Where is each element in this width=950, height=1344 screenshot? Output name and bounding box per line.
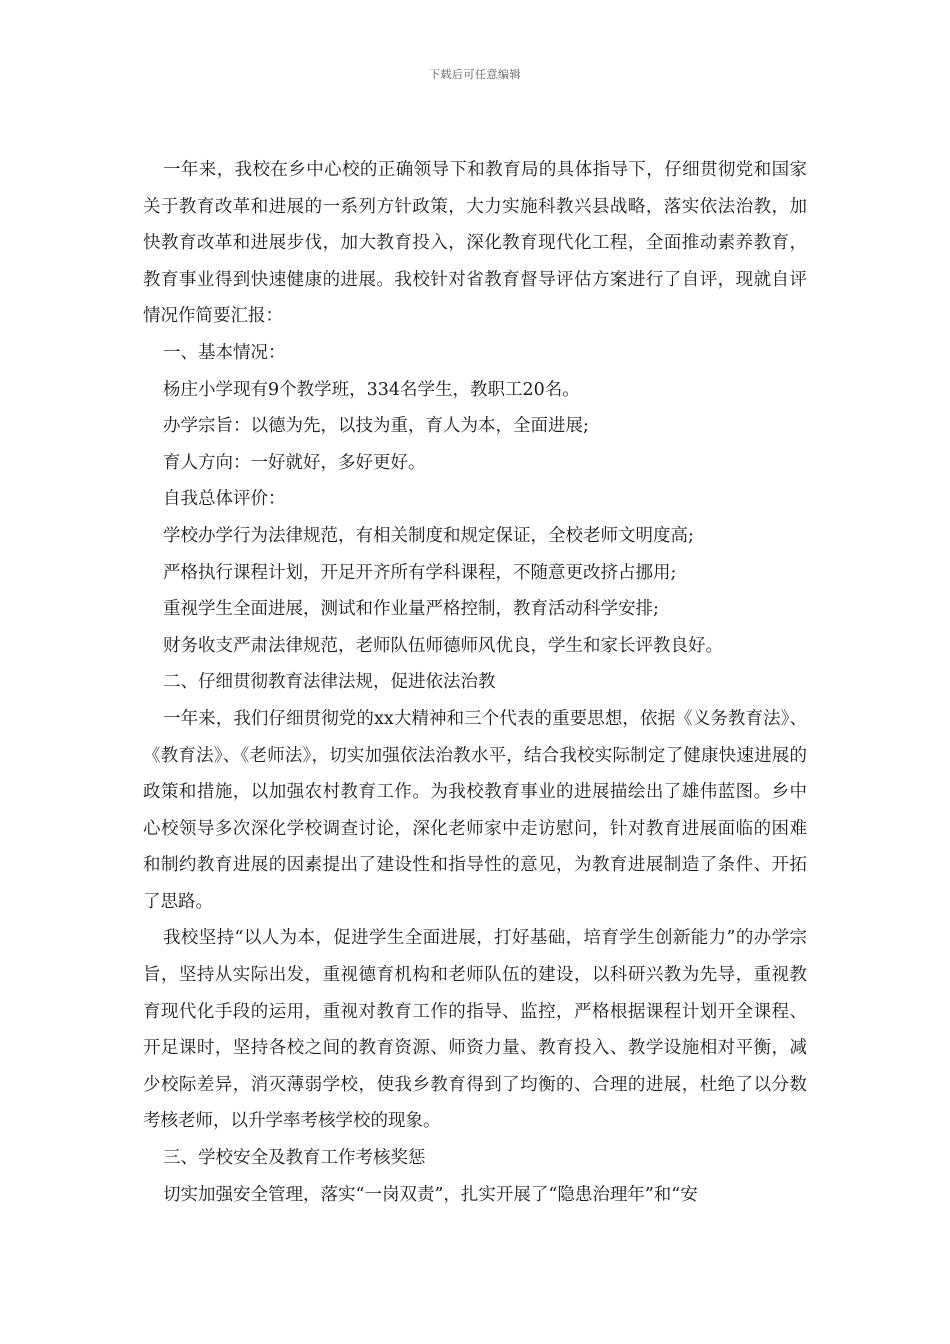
- evaluation-item-3: 重视学生全面进展，测试和作业量严格控制，教育活动科学安排;: [163, 599, 659, 620]
- section-heading-safety: 三、学校安全及教育工作考核奖惩: [163, 1148, 426, 1169]
- evaluation-item-1: 学校办学行为法律规范，有相关制度和规定保证，全校老师文明度高;: [163, 525, 694, 546]
- safety-paragraph: 切实加强安全管理，落实“一岗双责”，扎实开展了“隐患治理年”和“安: [163, 1184, 698, 1205]
- page-header: 下载后可任意编辑: [429, 68, 521, 81]
- school-motto-line: 办学宗旨：以德为先，以技为重，育人为本，全面进展;: [163, 416, 589, 437]
- intro-paragraph: 一年来，我校在乡中心校的正确领导下和教育局的具体指导下，仔细贯彻党和国家关于教育改革和进展的一系列方针政策，大力实施科教兴县战略，落实依法治教，加快教育改革和进展步伐，加大教育投入，深化教育现代化工程，全面推动素养教育，教育事业得到快速健康的进展。我校针对省教育督导评估方案进行了自评，现就自评情况作简要汇报：: [143, 160, 807, 327]
- evaluation-item-2: 严格执行课程计划，开足开齐所有学科课程，不随意更改挤占挪用;: [163, 562, 677, 583]
- document-body: [143, 152, 807, 1213]
- section-heading-basic-info: 一、基本情况：: [163, 342, 286, 363]
- education-direction-line: 育人方向：一好就好，多好更好。: [163, 452, 426, 473]
- law-paragraph: 一年来，我们仔细贯彻党的xx大精神和三个代表的重要思想，依据《义务教育法》、《教育法》、《老师法》，切实加强依法治教水平，结合我校实际制定了健康快速进展的政策和措施，以加强农村教育工作。为我校教育事业的进展描绘出了雄伟蓝图。乡中心校领导多次深化学校调查讨论，深化老师家中走访慰问，针对教育进展面临的困难和制约教育进展的因素提出了建设性和指导性的意见，为教育进展制造了条件、开拓了思路。: [143, 708, 807, 912]
- school-stats-line: 杨庄小学现有9个教学班，334名学生，教职工20名。: [163, 379, 580, 400]
- section-heading-law: 二、仔细贯彻教育法律法规，促进依法治教: [163, 672, 496, 693]
- self-evaluation-heading: 自我总体评价：: [163, 489, 286, 510]
- philosophy-paragraph: 我校坚持“以人为本，促进学生全面进展，打好基础，培育学生创新能力”的办学宗旨，坚持从实际出发，重视德育机构和老师队伍的建设，以科研兴教为先导，重视教育现代化手段的运用，重视对教育工作的指导、监控，严格根据课程计划开全课程、开足课时，坚持各校之间的教育资源、师资力量、教育投入、教学设施相对平衡，减少校际差异，消灭薄弱学校，使我乡教育得到了均衡的、合理的进展，杜绝了以分数考核老师，以升学率考核学校的现象。: [143, 928, 807, 1132]
- evaluation-item-4: 财务收支严肃法律规范，老师队伍师德师风优良，学生和家长评教良好。: [163, 635, 723, 656]
